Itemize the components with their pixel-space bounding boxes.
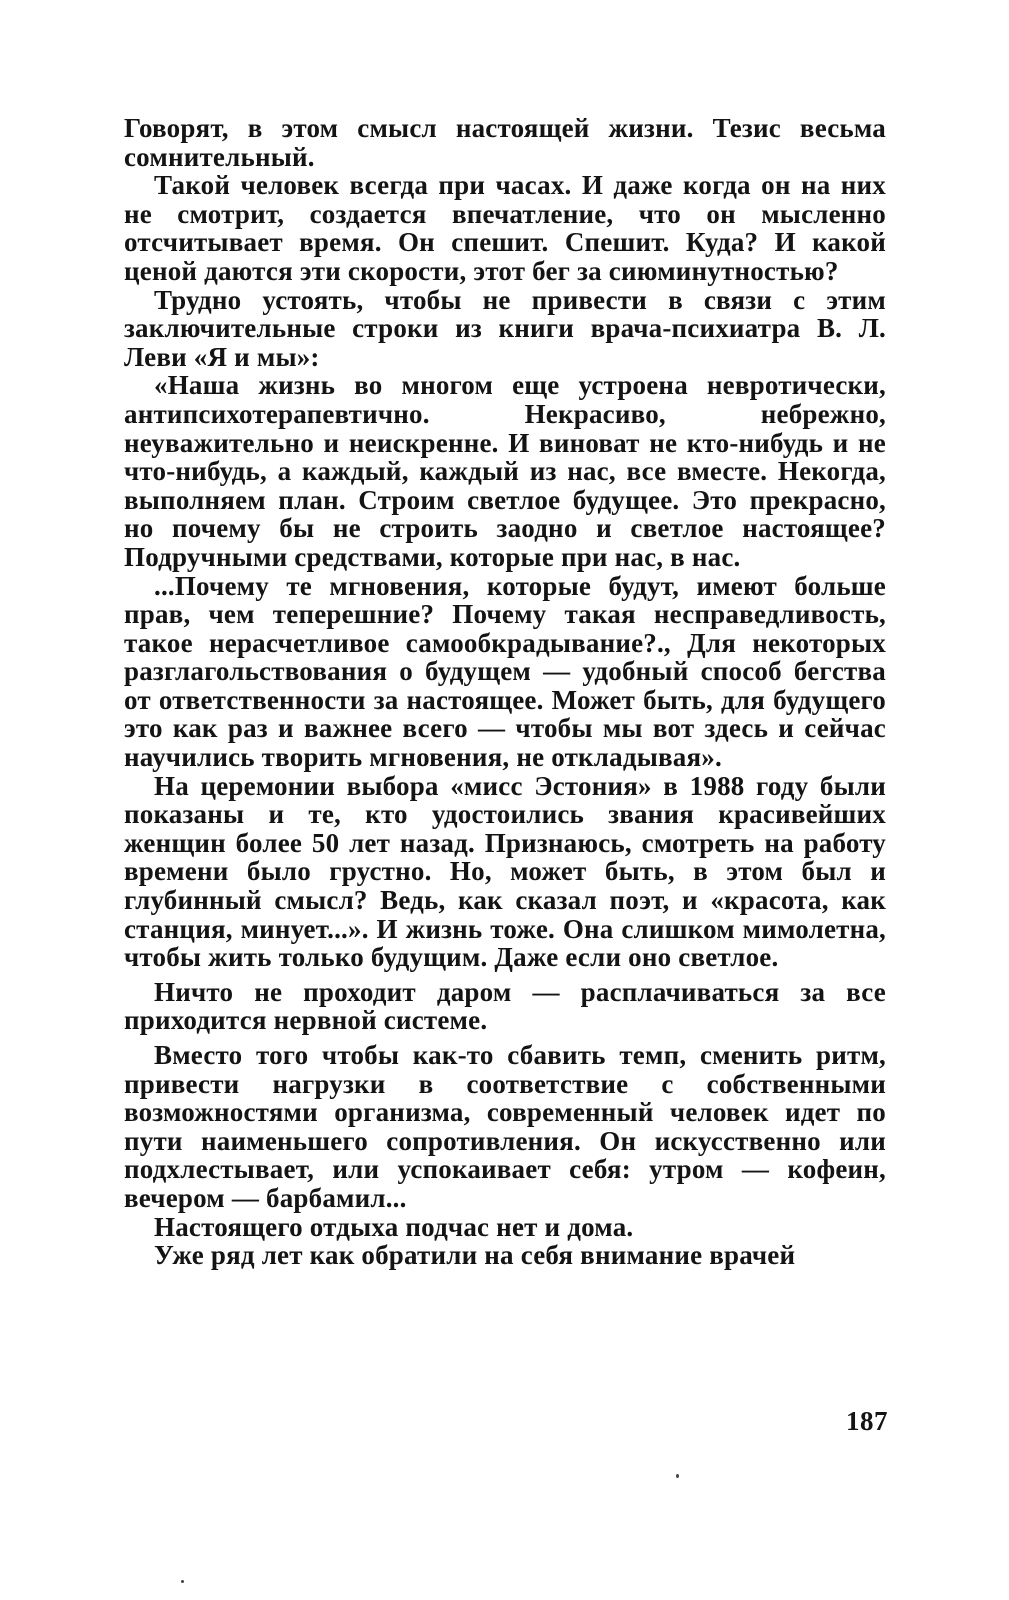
body-text <box>124 114 886 1270</box>
print-speck <box>181 1580 184 1583</box>
paragraph-8: Вместо того чтобы как-то сбавить темп, сменить ритм, привести нагрузки в соответствие с собственными возможностями организма, современный человек идет по пути наименьшего сопротивления. Он искусственно или подхлестывает, или успокаивает себя: утром — кофеин, вечером — барбамил... <box>124 1040 886 1213</box>
page-number: 187 <box>846 1406 888 1436</box>
paragraph-1: Говорят, в этом смысл настоящей жизни. Тезис весьма сомнительный. <box>124 113 886 172</box>
paragraph-9: Настоящего отдыха подчас нет и дома. <box>154 1211 634 1242</box>
paragraph-2: Такой человек всегда при часах. И даже когда он на них не смотрит, создается впечатление, что он мысленно отсчитывает время. Он спешит. Спешит. Куда? И какой ценой даются эти скорости, этот бег за сиюминутностью? <box>124 170 886 286</box>
paragraph-10: Уже ряд лет как обратили на себя внимание врачей <box>154 1240 796 1271</box>
paragraph-4-quote: «Наша жизнь во многом еще устроена невротически, антипсихотерапевтично. Некрасиво, небрежно, неуважительно и неискренне. И виноват не кто-нибудь и не что-нибудь, а каждый, каждый из нас, все вместе. Некогда, выполняем план. Строим светлое будущее. Это прекрасно, но почему бы не строить заодно и светлое настоящее? Подручными средствами, которые при нас, в нас. <box>124 370 886 572</box>
paragraph-7: Ничто не проходит даром — расплачиваться за все приходится нервной системе. <box>124 976 886 1036</box>
print-speck <box>676 1474 679 1478</box>
paragraph-6: На церемонии выбора «мисс Эстония» в 1988 году были показаны и те, кто удостоились звания красивейших женщин более 50 лет назад. Признаюсь, смотреть на работу времени было грустно. Но, может быть, в этом был и глубинный смысл? Ведь, как сказал поэт, и «красота, как станция, минует...». И жизнь тоже. Она слишком мимолетна, чтобы жить только будущим. Даже если оно светлое. <box>124 770 886 973</box>
paragraph-5-quote: ...Почему те мгновения, которые будут, имеют больше прав, чем теперешние? Почему такая несправедливость, такое нерасчетливое самообкрадывание?., Для некоторых разглагольствования о будущем — удобный способ бегства от ответственности за настоящее. Может быть, для будущего это как раз и важнее всего — чтобы мы вот здесь и сейчас научились творить мгновения, не откладывая». <box>124 570 886 773</box>
paragraph-3: Трудно устоять, чтобы не привести в связи с этим заключительные строки из книги врача-психиатра В. Л. Леви «Я и мы»: <box>124 284 886 372</box>
